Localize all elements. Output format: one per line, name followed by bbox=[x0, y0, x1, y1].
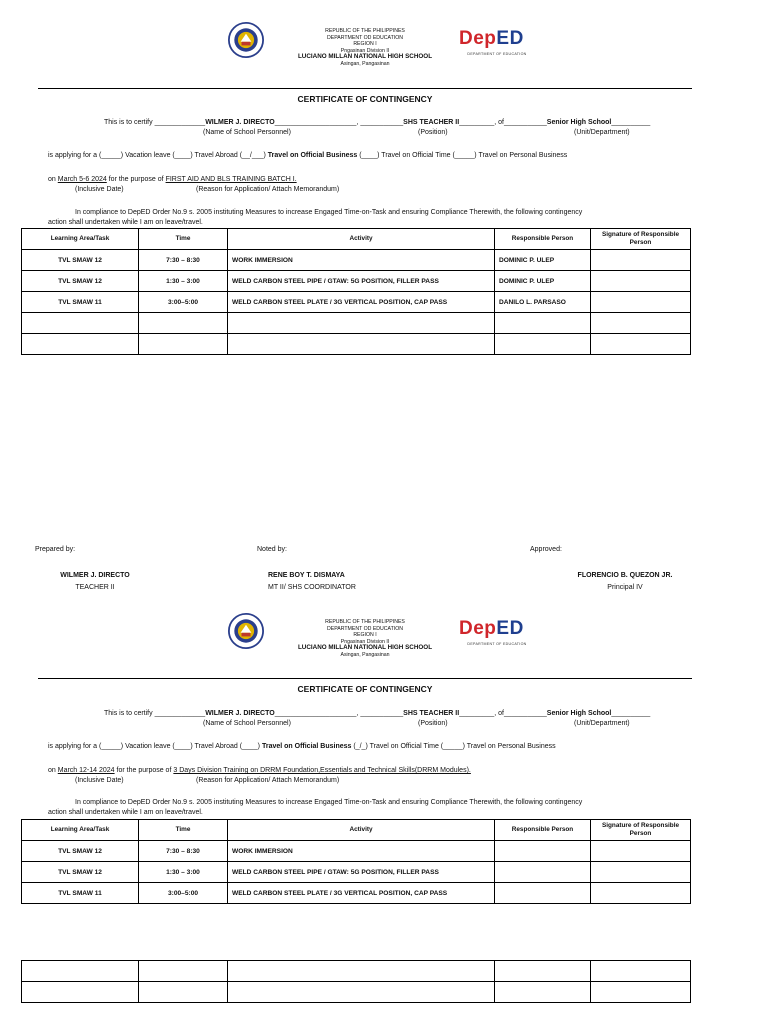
table-row bbox=[22, 961, 691, 982]
cell-activity[interactable] bbox=[228, 961, 495, 982]
inclusive-date: March 12-14 2024 bbox=[57, 767, 115, 774]
cell-person: DOMINIC P. ULEP bbox=[495, 250, 591, 271]
cell-activity: WORK IMMERSION bbox=[228, 841, 495, 862]
cell-signature[interactable] bbox=[591, 961, 691, 982]
school-address: Asingan, Pangasinan bbox=[340, 60, 390, 67]
cell-time: 1:30 – 3:00 bbox=[139, 862, 228, 883]
cell-area: TVL SMAW 12 bbox=[22, 841, 139, 862]
contingency-table-1 bbox=[21, 228, 691, 355]
prepared-title: TEACHER II bbox=[75, 584, 115, 591]
personnel-position: SHS TEACHER II bbox=[403, 119, 460, 126]
purpose: 3 Days Division Training on DRRM Foundation,Essentials and Technical Skills(DRRM Modules). bbox=[173, 767, 471, 774]
table-row bbox=[22, 982, 691, 1003]
cell-signature[interactable] bbox=[591, 883, 691, 904]
header-block bbox=[265, 619, 465, 659]
col-time: Time bbox=[139, 229, 228, 250]
mark-official-time: _/_ bbox=[355, 743, 366, 750]
contingency-table-2-continued bbox=[21, 960, 691, 1003]
cell-area: TVL SMAW 12 bbox=[22, 271, 139, 292]
cell-area[interactable] bbox=[22, 961, 139, 982]
col-responsible: Responsible Person bbox=[495, 229, 591, 250]
date-line: on March 12-14 2024 for the purpose of 3 Days Division Training on DRRM Foundation,Essentials and Technical Skills(DRRM Modules). bbox=[48, 767, 471, 774]
mark-vacation: _____ bbox=[101, 743, 121, 750]
noted-label: Noted by: bbox=[257, 546, 287, 553]
noted-name: RENE BOY T. DISMAYA bbox=[268, 572, 345, 579]
certify-line: This is to certify _____________WILMER J. DIRECTO_____________________, ___________SHS TEACHER II_________, of___________Senior High School__________ bbox=[104, 119, 651, 126]
cell-time: 3:00–5:00 bbox=[139, 883, 228, 904]
col-learning-area: Learning Area/Task bbox=[22, 820, 139, 841]
header-line-4: Pngasinan Division II bbox=[340, 47, 390, 54]
cell-activity: WELD CARBON STEEL PIPE / GTAW: 5G POSITION, FILLER PASS bbox=[228, 862, 495, 883]
personnel-unit: Senior High School bbox=[546, 119, 612, 126]
approved-label: Approved: bbox=[530, 546, 562, 553]
cell-time: 7:30 – 8:30 bbox=[139, 250, 228, 271]
cell-person: DANILO L. PARSASO bbox=[495, 292, 591, 313]
table-row bbox=[22, 250, 691, 271]
cell-person: DOMINIC P. ULEP bbox=[495, 271, 591, 292]
cell-signature[interactable] bbox=[591, 250, 691, 271]
header-line-3: REGION I bbox=[353, 632, 377, 639]
table-row bbox=[22, 862, 691, 883]
mark-vacation: _____ bbox=[101, 152, 121, 159]
table-row bbox=[22, 883, 691, 904]
certify-line: This is to certify _____________WILMER J. DIRECTO_____________________, ___________SHS TEACHER II_________, of___________Senior High School__________ bbox=[104, 710, 651, 717]
approved-name: FLORENCIO B. QUEZON JR. bbox=[577, 572, 673, 579]
compliance-text: In compliance to DepED Order No.9 s. 2005 instituting Measures to increase Engaged Time-on-Task and ensuring Compliance Therewith, the following contingency bbox=[75, 799, 583, 806]
header-line-2: DEPARTMENT OD EDUCATION bbox=[327, 625, 403, 632]
cell-time: 1:30 – 3:00 bbox=[139, 271, 228, 292]
cell-time: 3:00–5:00 bbox=[139, 292, 228, 313]
deped-logo-subtitle: DEPARTMENT OF EDUCATION bbox=[467, 52, 527, 56]
header-line-2: DEPARTMENT OD EDUCATION bbox=[327, 34, 403, 41]
header-divider bbox=[38, 678, 692, 679]
header-line-3: REGION I bbox=[353, 41, 377, 48]
cell-person[interactable] bbox=[495, 841, 591, 862]
position-caption: (Position) bbox=[418, 720, 448, 727]
table-row bbox=[22, 334, 691, 355]
table-row bbox=[22, 292, 691, 313]
col-learning-area: Learning Area/Task bbox=[22, 229, 139, 250]
cell-person[interactable] bbox=[495, 313, 591, 334]
cell-area: TVL SMAW 12 bbox=[22, 250, 139, 271]
mark-official-business: ____ bbox=[242, 743, 258, 750]
name-caption: (Name of School Personnel) bbox=[203, 129, 291, 136]
cell-activity[interactable] bbox=[228, 334, 495, 355]
cell-area[interactable] bbox=[22, 982, 139, 1003]
cell-time: 7:30 – 8:30 bbox=[139, 841, 228, 862]
personnel-name: WILMER J. DIRECTO bbox=[205, 119, 275, 126]
mark-official-business: __/___ bbox=[242, 152, 264, 159]
school-name: LUCIANO MILLAN NATIONAL HIGH SCHOOL bbox=[297, 644, 433, 652]
cell-area[interactable] bbox=[22, 313, 139, 334]
name-caption: (Name of School Personnel) bbox=[203, 720, 291, 727]
table-row bbox=[22, 313, 691, 334]
table-row bbox=[22, 271, 691, 292]
personnel-unit: Senior High School bbox=[546, 710, 612, 717]
position-caption: (Position) bbox=[418, 129, 448, 136]
deped-logo: DepED bbox=[459, 618, 524, 639]
applying-line: is applying for a (_____) Vacation leave (____) Travel Abroad (__/___) Travel on Official Business (____) Travel on Official Time (_____) Travel on Personal Business bbox=[48, 152, 568, 159]
mark-abroad: ____ bbox=[174, 743, 191, 750]
header-line-4: Pngasinan Division II bbox=[340, 638, 390, 645]
col-activity: Activity bbox=[228, 820, 495, 841]
cell-area: TVL SMAW 11 bbox=[22, 883, 139, 904]
applying-line: is applying for a (_____) Vacation leave (____) Travel Abroad (____) Travel on Official Business (_/_) Travel on Official Time (_____) Travel on Personal Business bbox=[48, 743, 556, 750]
reason-caption: (Reason for Application/ Attach Memorandum) bbox=[196, 186, 340, 193]
cell-time[interactable] bbox=[139, 313, 228, 334]
noted-title: MT II/ SHS COORDINATOR bbox=[268, 584, 356, 591]
deped-seal-icon bbox=[228, 613, 264, 649]
inclusive-date: March 5-6 2024 bbox=[57, 176, 107, 183]
certificate-title: CERTIFICATE OF CONTINGENCY bbox=[297, 684, 433, 694]
cell-activity: WORK IMMERSION bbox=[228, 250, 495, 271]
cell-signature[interactable] bbox=[591, 313, 691, 334]
inclusive-date-caption: (Inclusive Date) bbox=[75, 777, 124, 784]
cell-signature[interactable] bbox=[591, 292, 691, 313]
cell-activity: WELD CARBON STEEL PIPE / GTAW: 5G POSITION, FILLER PASS bbox=[228, 271, 495, 292]
cell-signature[interactable] bbox=[591, 841, 691, 862]
date-line: on March 5-6 2024 for the purpose of FIRST AID AND BLS TRAINING BATCH I. bbox=[48, 176, 297, 183]
mark-personal-business: _____ bbox=[443, 743, 463, 750]
cell-time[interactable] bbox=[139, 961, 228, 982]
school-name: LUCIANO MILLAN NATIONAL HIGH SCHOOL bbox=[297, 53, 433, 61]
cell-signature[interactable] bbox=[591, 982, 691, 1003]
compliance-text-2: action shall undertaken while I am on leave/travel. bbox=[48, 809, 203, 816]
deped-logo-subtitle: DEPARTMENT OF EDUCATION bbox=[467, 642, 527, 646]
header-line-1: REPUBLIC OF THE PHILIPPINES bbox=[325, 28, 405, 34]
cell-signature[interactable] bbox=[591, 271, 691, 292]
col-responsible: Responsible Person bbox=[495, 820, 591, 841]
table-header-row bbox=[22, 820, 691, 841]
school-address: Asingan, Pangasinan bbox=[340, 651, 390, 658]
cell-signature[interactable] bbox=[591, 862, 691, 883]
table-row bbox=[22, 841, 691, 862]
col-signature: Signature of Responsible Person bbox=[591, 229, 691, 250]
col-signature: Signature of Responsible Person bbox=[591, 820, 691, 841]
cell-activity: WELD CARBON STEEL PLATE / 3G VERTICAL POSITION, CAP PASS bbox=[228, 883, 495, 904]
cell-activity[interactable] bbox=[228, 313, 495, 334]
reason-caption: (Reason for Application/ Attach Memorandum) bbox=[196, 777, 340, 784]
cell-person[interactable] bbox=[495, 961, 591, 982]
inclusive-date-caption: (Inclusive Date) bbox=[75, 186, 124, 193]
cell-area[interactable] bbox=[22, 334, 139, 355]
cell-time[interactable] bbox=[139, 334, 228, 355]
purpose: FIRST AID AND BLS TRAINING BATCH I. bbox=[165, 176, 297, 183]
prepared-label: Prepared by: bbox=[35, 546, 76, 553]
mark-official-time: ____ bbox=[361, 152, 378, 159]
unit-caption: (Unit/Department) bbox=[574, 129, 630, 136]
personnel-name: WILMER J. DIRECTO bbox=[205, 710, 275, 717]
compliance-text: In compliance to DepED Order No.9 s. 2005 instituting Measures to increase Engaged Time-on-Task and ensuring Compliance Therewith, the following contingency bbox=[75, 209, 583, 216]
cell-person[interactable] bbox=[495, 883, 591, 904]
header-divider bbox=[38, 88, 692, 89]
mark-abroad: ____ bbox=[174, 152, 191, 159]
table-header-row bbox=[22, 229, 691, 250]
cell-person[interactable] bbox=[495, 334, 591, 355]
approved-title: Principal IV bbox=[607, 584, 643, 591]
prepared-name: WILMER J. DIRECTO bbox=[60, 572, 130, 579]
cell-activity: WELD CARBON STEEL PLATE / 3G VERTICAL POSITION, CAP PASS bbox=[228, 292, 495, 313]
col-activity: Activity bbox=[228, 229, 495, 250]
contingency-table-2 bbox=[21, 819, 691, 904]
cell-person[interactable] bbox=[495, 862, 591, 883]
header-block bbox=[265, 28, 465, 68]
col-time: Time bbox=[139, 820, 228, 841]
unit-caption: (Unit/Department) bbox=[574, 720, 630, 727]
deped-logo: DepED bbox=[459, 28, 524, 49]
cell-person[interactable] bbox=[495, 982, 591, 1003]
deped-seal-icon bbox=[228, 22, 264, 58]
cell-area: TVL SMAW 11 bbox=[22, 292, 139, 313]
cell-activity[interactable] bbox=[228, 982, 495, 1003]
header-line-1: REPUBLIC OF THE PHILIPPINES bbox=[325, 619, 405, 625]
cell-time[interactable] bbox=[139, 982, 228, 1003]
mark-personal-business: _____ bbox=[454, 152, 475, 159]
cell-signature[interactable] bbox=[591, 334, 691, 355]
certificate-title: CERTIFICATE OF CONTINGENCY bbox=[297, 94, 433, 104]
cell-area: TVL SMAW 12 bbox=[22, 862, 139, 883]
personnel-position: SHS TEACHER II bbox=[403, 710, 460, 717]
compliance-text-2: action shall undertaken while I am on leave/travel. bbox=[48, 219, 203, 226]
